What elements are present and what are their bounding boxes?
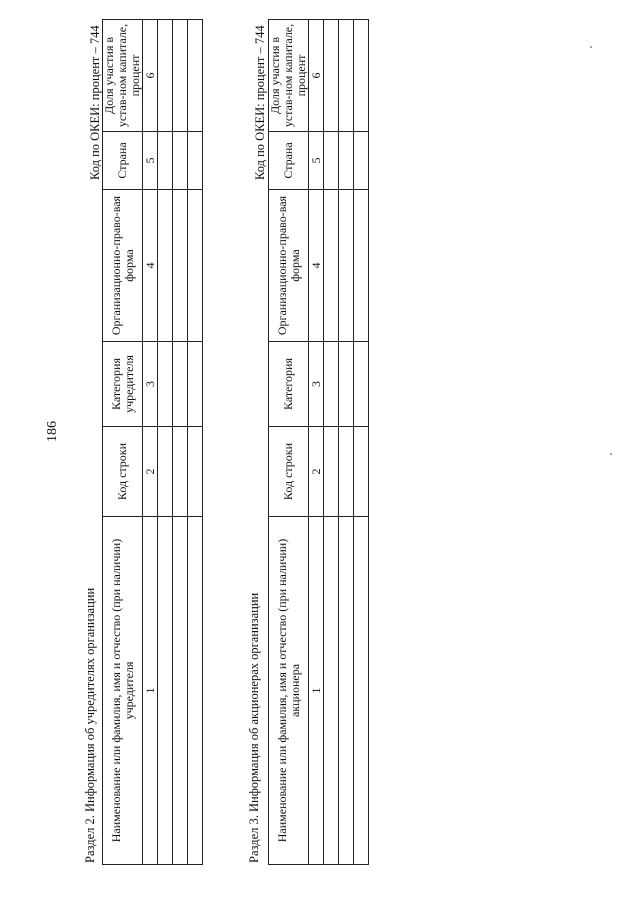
column-number: 1 bbox=[309, 517, 324, 865]
section-2-title: Раздел 2. Информация об учредителях организации bbox=[83, 587, 97, 863]
table-row bbox=[188, 20, 203, 865]
column-header-name: Наименование или фамилия, имя и отчество (при наличии) акционера bbox=[269, 517, 309, 865]
table-cell bbox=[339, 517, 354, 865]
column-header-name: Наименование или фамилия, имя и отчество (при наличии) учредителя bbox=[103, 517, 143, 865]
column-header-line-code: Код строки bbox=[269, 427, 309, 517]
column-number: 4 bbox=[309, 190, 324, 342]
table-cell bbox=[173, 517, 188, 865]
table-row bbox=[339, 20, 354, 865]
table-row bbox=[158, 20, 173, 865]
column-number: 4 bbox=[143, 190, 158, 342]
table-cell bbox=[188, 132, 203, 190]
table-cell bbox=[188, 427, 203, 517]
column-number: 6 bbox=[309, 20, 324, 132]
table-cell bbox=[188, 517, 203, 865]
section-2-okei-code: Код по ОКЕИ: процент – 744 bbox=[88, 25, 102, 180]
column-header-legal-form: Организационно-право-вая форма bbox=[103, 190, 143, 342]
column-header-country: Страна bbox=[269, 132, 309, 190]
page-number: 186 bbox=[45, 421, 60, 442]
founders-table bbox=[102, 19, 203, 865]
column-header-legal-form: Организационно-право-вая форма bbox=[269, 190, 309, 342]
column-header-category: Категория bbox=[269, 342, 309, 427]
table-cell bbox=[324, 190, 339, 342]
column-number: 6 bbox=[143, 20, 158, 132]
column-header-share: Доля участия в устав-ном капитале, процент bbox=[269, 20, 309, 132]
table-cell bbox=[188, 190, 203, 342]
table-cell bbox=[158, 517, 173, 865]
table-cell bbox=[173, 427, 188, 517]
table-cell bbox=[324, 517, 339, 865]
column-header-country: Страна bbox=[103, 132, 143, 190]
table-header-row bbox=[103, 20, 143, 865]
shareholders-table bbox=[268, 19, 369, 865]
column-header-line-code: Код строки bbox=[103, 427, 143, 517]
table-row bbox=[173, 20, 188, 865]
table-cell bbox=[173, 20, 188, 132]
column-header-category: Категория учредителя bbox=[103, 342, 143, 427]
table-cell bbox=[354, 427, 369, 517]
table-cell bbox=[188, 20, 203, 132]
column-number-row bbox=[309, 20, 324, 865]
scan-speck bbox=[590, 46, 592, 48]
table-cell bbox=[339, 20, 354, 132]
table-row bbox=[354, 20, 369, 865]
table-cell bbox=[158, 427, 173, 517]
column-header-share: Доля участия в устав-ном капитале, процент bbox=[103, 20, 143, 132]
table-cell bbox=[354, 342, 369, 427]
column-number: 5 bbox=[309, 132, 324, 190]
column-number-row bbox=[143, 20, 158, 865]
column-number: 5 bbox=[143, 132, 158, 190]
table-header-row bbox=[269, 20, 309, 865]
table-cell bbox=[158, 132, 173, 190]
table-cell bbox=[173, 132, 188, 190]
table-cell bbox=[324, 132, 339, 190]
table-cell bbox=[324, 20, 339, 132]
table-cell bbox=[354, 517, 369, 865]
section-3-okei-code: Код по ОКЕИ: процент – 744 bbox=[253, 25, 267, 180]
table-cell bbox=[339, 427, 354, 517]
table-cell bbox=[354, 190, 369, 342]
column-number: 1 bbox=[143, 517, 158, 865]
column-number: 2 bbox=[309, 427, 324, 517]
table-cell bbox=[158, 190, 173, 342]
table-cell bbox=[324, 427, 339, 517]
table-cell bbox=[158, 20, 173, 132]
column-number: 2 bbox=[143, 427, 158, 517]
table-cell bbox=[354, 132, 369, 190]
table-row bbox=[324, 20, 339, 865]
scan-speck bbox=[610, 453, 612, 455]
table-cell bbox=[324, 342, 339, 427]
table-cell bbox=[173, 190, 188, 342]
table-cell bbox=[339, 342, 354, 427]
table-cell bbox=[354, 20, 369, 132]
table-cell bbox=[188, 342, 203, 427]
section-3-title: Раздел 3. Информация об акционерах организации bbox=[247, 592, 261, 863]
column-number: 3 bbox=[143, 342, 158, 427]
table-cell bbox=[339, 190, 354, 342]
table-cell bbox=[339, 132, 354, 190]
table-cell bbox=[173, 342, 188, 427]
table-cell bbox=[158, 342, 173, 427]
column-number: 3 bbox=[309, 342, 324, 427]
